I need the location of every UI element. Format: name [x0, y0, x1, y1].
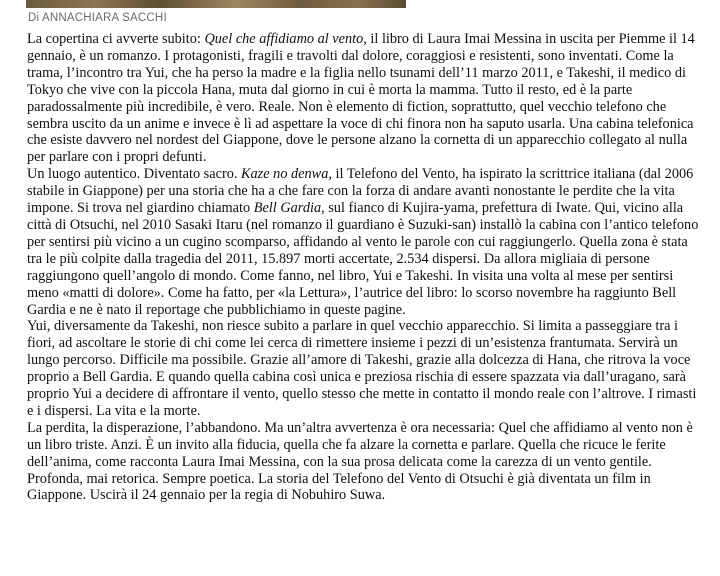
article-paragraph	[27, 318, 702, 419]
paragraph-text: , sul fianco di Kujira-yama, prefettura di Iwate. Qui, vicino alla città di Otsuchi, nel 2010 Sasaki Itaru (nel romanzo il guardiano è Suzuki-san) installò la cabina con l’antico telefono per sentirsi più vicino a un cugino scomparso, affidando al vento le parole con cui raggiungerlo. Quella zona è stata tra le più colpite dalla tragedia del 2011, 15.897 morti accertate, 2.534 dispersi. Da allora migliaia di persone raggiungono quell’angolo di mondo. Come fanno, nel libro, Yui e Takeshi. In visita una volta al mese per sentirsi meno «matti di dolore». Come ha fatto, per «la Lettura», l’autrice del libro: lo scorso novembre ha raggiunto Bell Gardia e ne è nato il reportage che pubblichiamo in queste pagine.	[27, 200, 699, 318]
italic-title-text: Quel che affidiamo al vento	[204, 31, 364, 47]
author-byline: Di ANNACHIARA SACCHI	[28, 12, 167, 24]
article-paragraph	[27, 31, 702, 166]
paragraph-text: , il libro di Laura Imai Messina in uscita per Piemme il 14 gennaio, è un romanzo. I protagonisti, fragili e travolti dal dolore, coraggiosi e resistenti, sono inventati. Come la trama, l’incontro tra Yui, che ha perso la madre e la figlia nello tsunami dell’11 marzo 2011, e Takeshi, il medico di Tokyo che vive con la piccola Hana, muta dal giorno in cui è morta la mamma. Tutto il resto, ed è la parte paradossalmente più incredibile, è vero. Reale. Non è elemento di fiction, soprattutto, quel vecchio telefono che sembra uscito da un anime e invece è lì ad aspettare la voce di chi finora non ha saputo usarla. Una cabina telefonica che esiste davvero nel nordest del Giappone, dove le persone alzano la cornetta di un apparecchio collegato al nulla per parlare con i propri defunti.	[27, 31, 695, 166]
article-paragraph	[27, 420, 702, 505]
article-paragraph	[27, 166, 702, 318]
paragraph-text: , il Telefono del Vento, ha ispirato la scrittrice italiana (dal 2006 stabile in Giappone) per una storia che ha a che fare con la forza di andare avanti nonostante le perdite che la vita impone. Si trova nel giardino chiamato	[27, 166, 694, 217]
paragraph-text: Un luogo autentico. Diventato sacro.	[27, 166, 241, 183]
paragraph-text: Yui, diversamente da Takeshi, non riesce subito a parlare in quel vecchio apparecchio. Si limita a passeggiare tra i fiori, ad ascoltare le storie di chi come lei cerca di rimettere insieme i pezzi di un’esistenza frantumata. Servirà un lungo percorso. Difficile ma possibile. Grazie all’amore di Takeshi, grazie alla dolcezza di Hana, che ritrova la voce proprio a Bell Gardia. E quando quella cabina così unica e preziosa rischia di essere spazzata via dall’uragano, sarà proprio Yui a decidere di affrontare il vento, quello stesso che mette in contatto il mondo reale con l’altrove. I rimasti e i dispersi. La vita e la morte.	[27, 318, 697, 419]
paragraph-text: La perdita, la disperazione, l’abbandono. Ma un’altra avvertenza è ora necessaria: Quel che affidiamo al vento non è un libro triste. Anzi. È un invito alla fiducia, quella che fa alzare la cornetta e parlare. Quella che ricuce le ferite dell’anima, come racconta Laura Imai Messina, con la sua prosa delicata come la carezza di un vento gentile. Profonda, mai retorica. Sempre poetica. La storia del Telefono del Vento di Otsuchi è già diventata un film in Giappone. Uscirà il 24 gennaio per la regia di Nobuhiro Suwa.	[27, 419, 693, 504]
italic-title-text: Kaze no denwa	[241, 166, 329, 183]
paragraph-text: La copertina ci avverte subito:	[27, 31, 205, 47]
header-photo	[26, 0, 406, 8]
italic-title-text: Bell Gardia	[253, 200, 322, 217]
article-body	[27, 31, 702, 504]
